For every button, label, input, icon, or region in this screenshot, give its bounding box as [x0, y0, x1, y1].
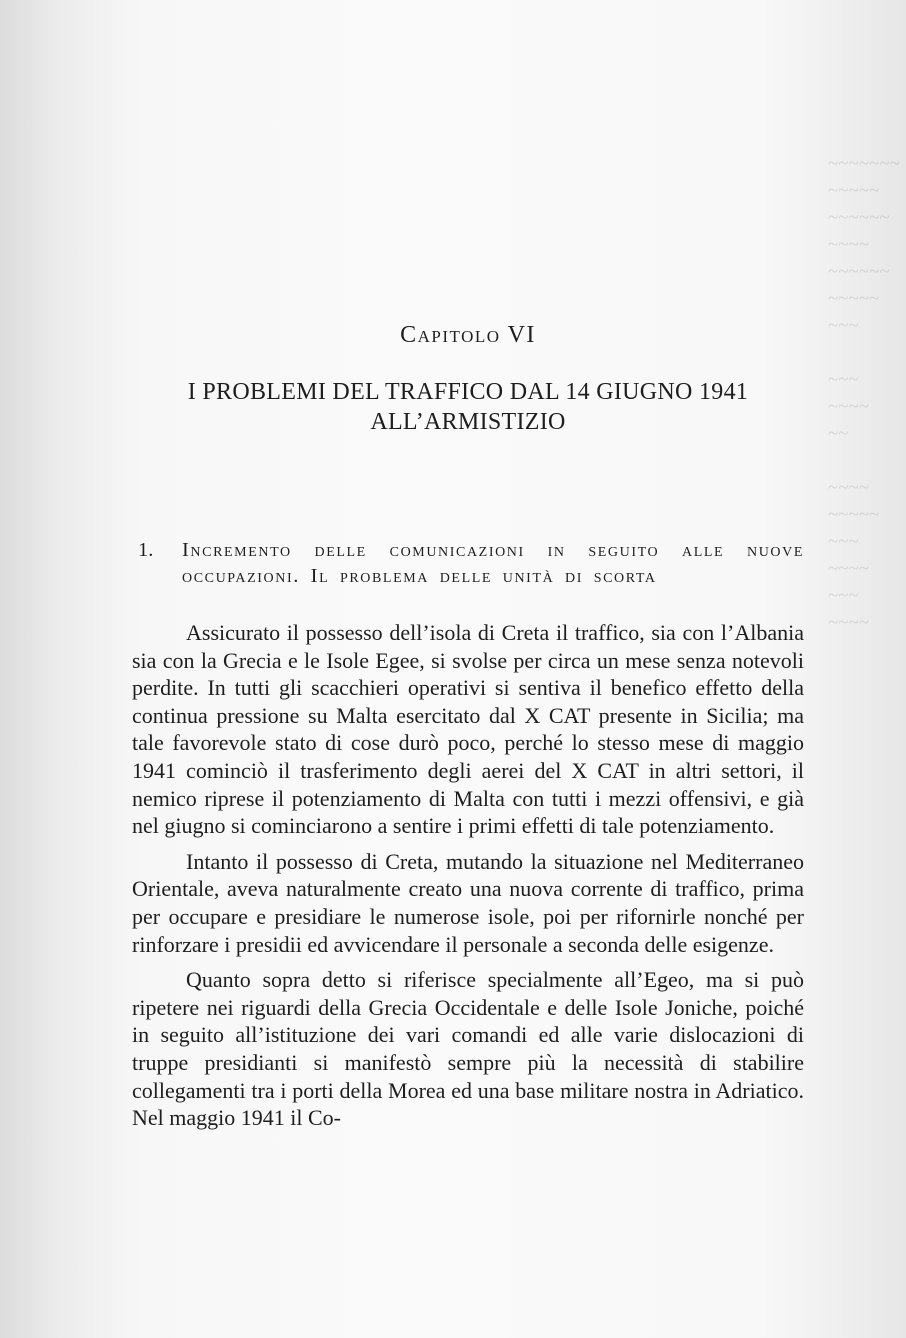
section-number: 1.: [138, 539, 154, 561]
body-paragraph-3: Quanto sopra detto si riferisce specialmente all’Egeo, ma si può ripetere nei riguardi della Grecia Occidentale e delle Isole Joniche, poiché in seguito all’istituzione dei vari comandi ed alle varie dislocazioni di truppe presidianti si manifestò sempre più la necessità di stabilire collegamenti tra i porti della Morea ed una base militare nostra in Adriatico. Nel maggio 1941 il Co-: [132, 967, 804, 1131]
body-paragraph-2: Intanto il possesso di Creta, mutando la situazione nel Mediterraneo Orientale, aveva naturalmente creato una nuova corrente di traffico, prima per occupare e presidiare le numerose isole, poi per rifornirle nonché per rinforzare i presidii ed avvicendare il personale a seconda delle esigenze.: [132, 848, 804, 957]
page-content: [132, 322, 804, 1140]
chapter-number: Capitolo VI: [400, 322, 536, 348]
show-through-text: ~~~~~~~ ~~~~~ ~~~~~~ ~~~~ ~~~~~~ ~~~~~ ~~~ ~~~ ~~~~ ~~ ~~~~ ~~~~~ ~~~ ~~~~ ~~~ ~~~~: [828, 153, 900, 633]
chapter-title-line-1: I PROBLEMI DEL TRAFFICO DAL 14 GIUGNO 1941: [187, 379, 749, 405]
section-heading-text: Incremento delle comunicazioni in seguito alle nuove occupazioni. Il problema delle unità di scorta: [182, 539, 804, 587]
body-paragraph-1: Assicurato il possesso dell’isola di Creta il traffico, sia con l’Albania sia con la Grecia e le Isole Egee, si svolse per circa un mese senza notevoli perdite. In tutti gli scacchieri operativi si sentiva il benefico effetto della continua pressione su Malta esercitato dal X CAT presente in Sicilia; ma tale favorevole stato di cose durò poco, perché lo stesso mese di maggio 1941 cominciò il trasferimento degli aerei del X CAT in altri settori, il nemico riprese il potenziamento di Malta con tutti i mezzi offensivi, e già nel giugno si cominciarono a sentire i primi effetti di tale potenziamento.: [132, 620, 804, 839]
chapter-title: [132, 377, 804, 437]
chapter-title-line-2: ALL’ARMISTIZIO: [370, 409, 566, 435]
section-heading: [138, 537, 804, 589]
